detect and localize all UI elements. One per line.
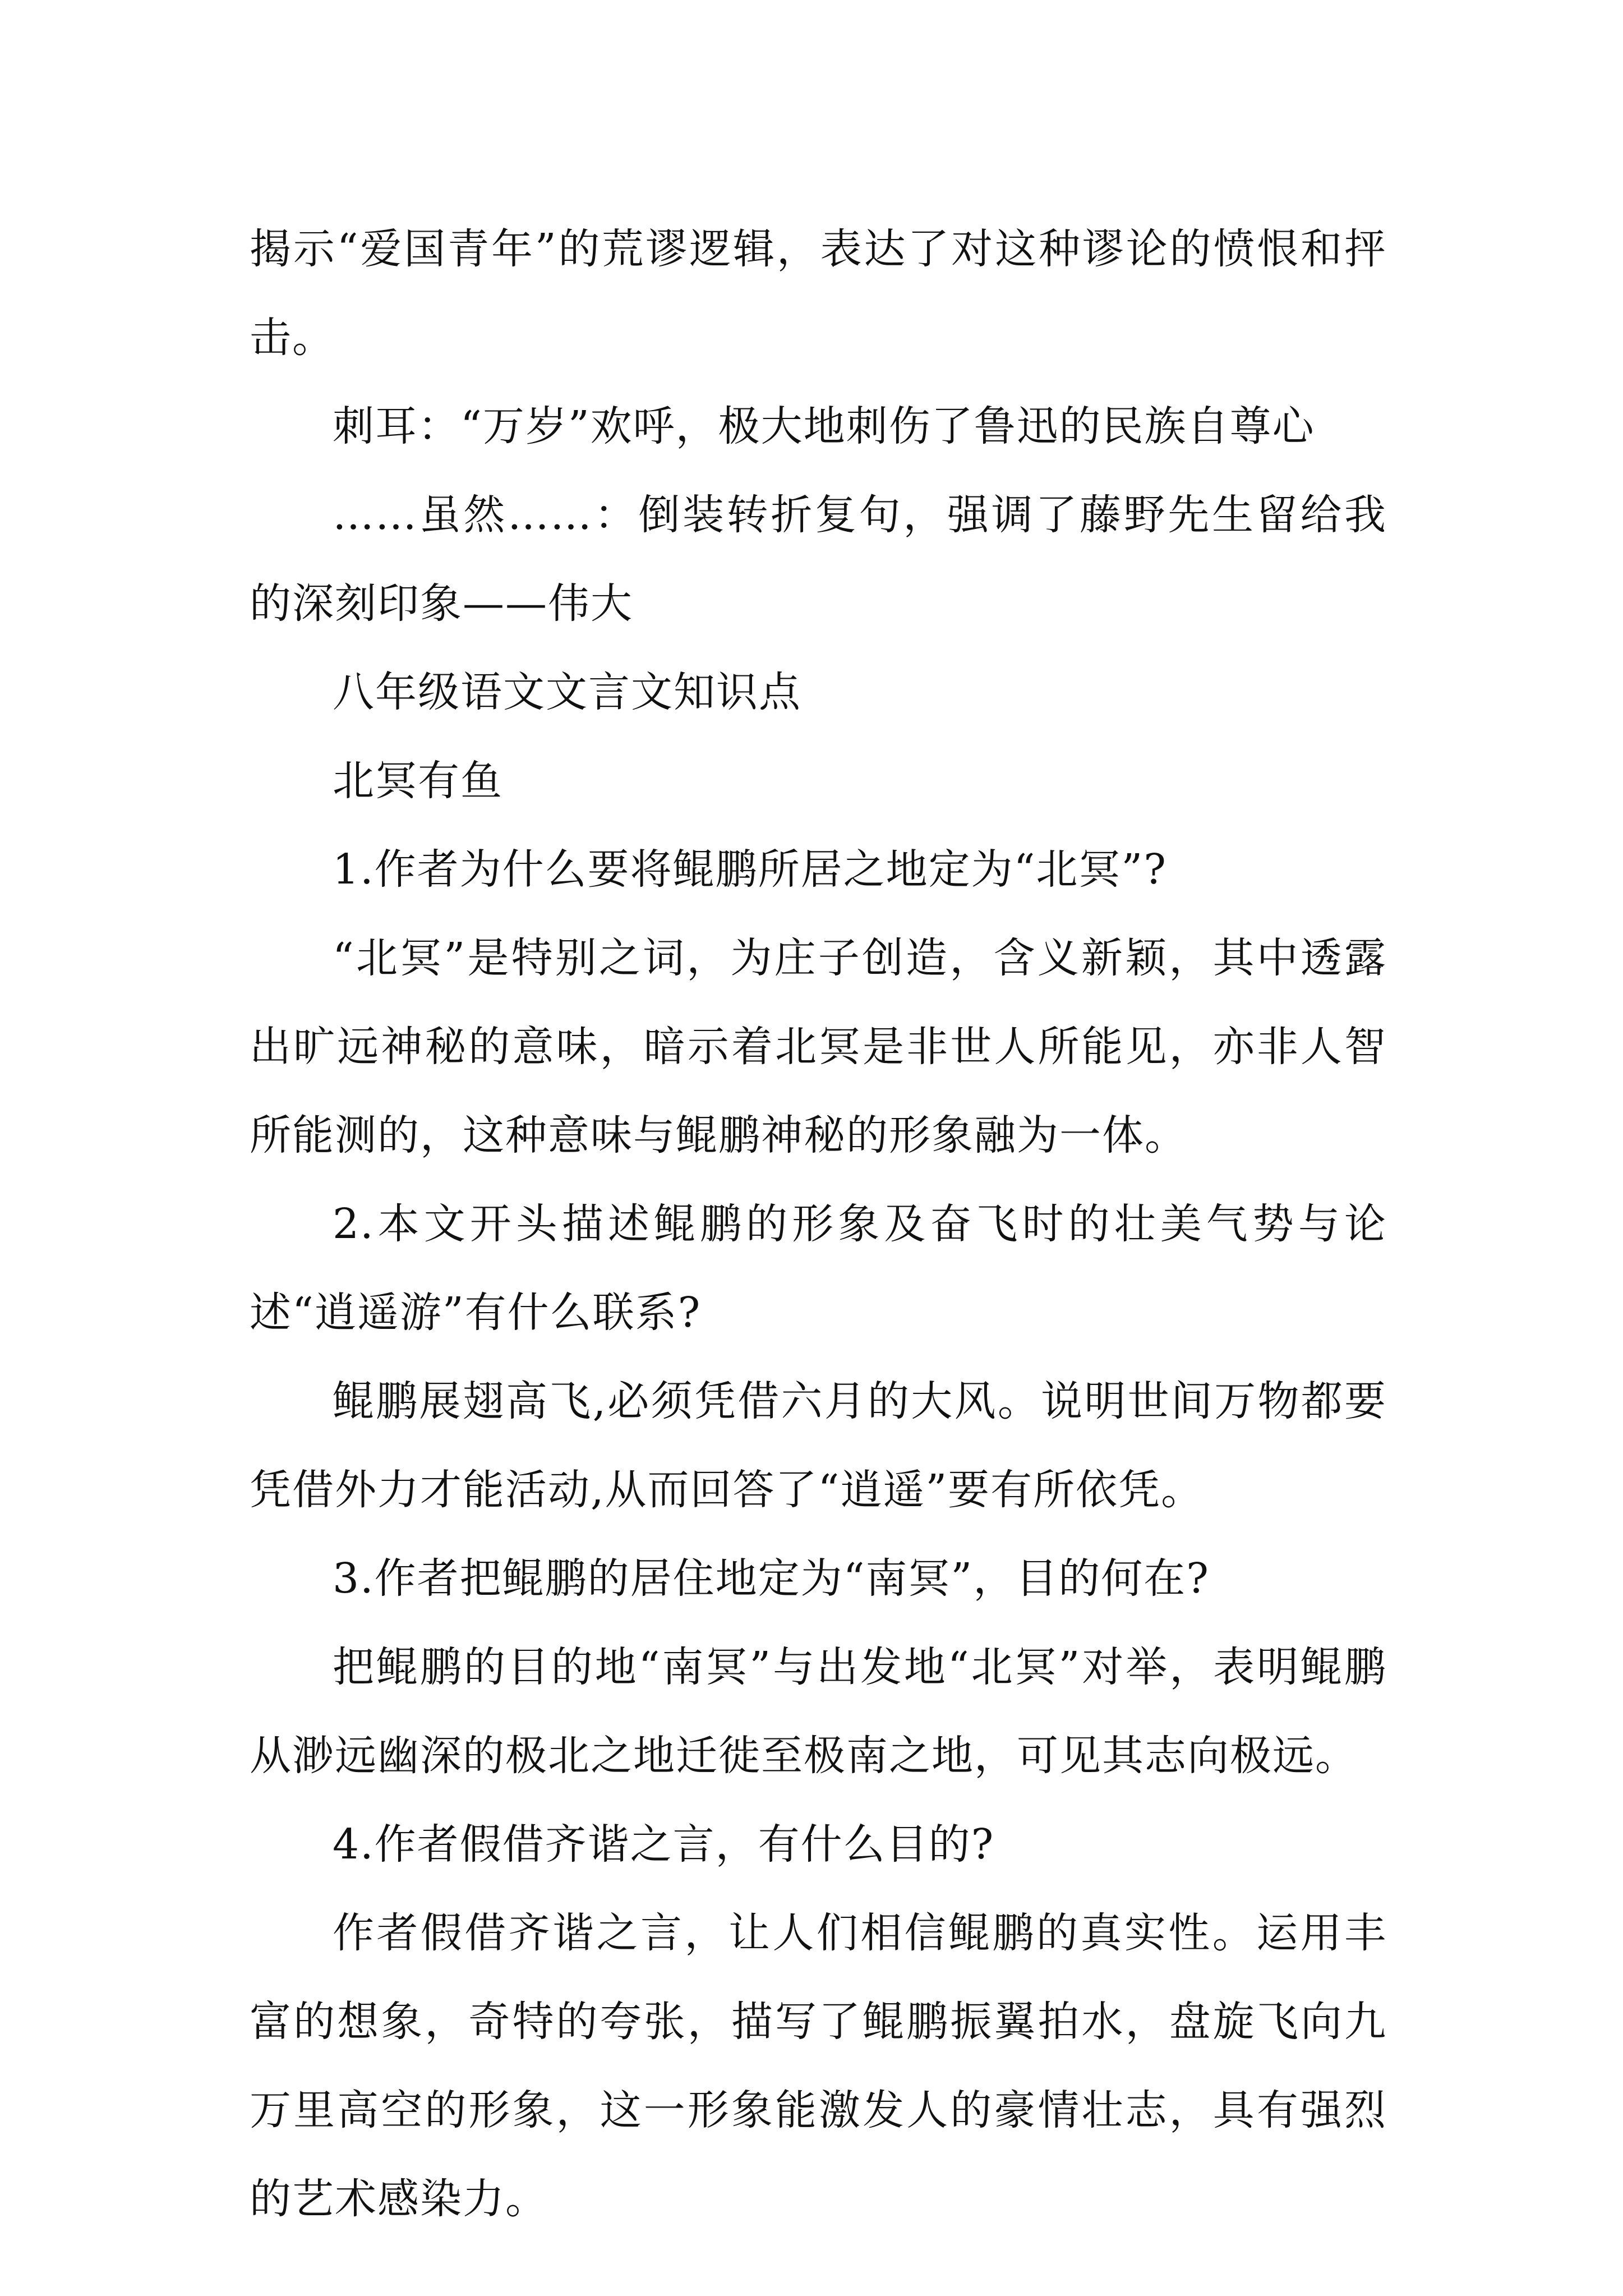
paragraph-cier: 刺耳：“万岁”欢呼，极大地刺伤了鲁迅的民族自尊心 [333, 402, 1315, 450]
question-3: 3.作者把鲲鹏的居住地定为“南冥”，目的何在? [333, 1554, 1210, 1603]
question-1: 1.作者为什么要将鲲鹏所居之地定为“北冥”? [333, 845, 1167, 894]
section-heading: 八年级语文文言文知识点 [333, 668, 801, 716]
answer-4: 作者假借齐谐之言，让人们相信鲲鹏的真实性。运用丰富的想象，奇特的夸张，描写了鲲鹏振翼拍水，盘旋飞向九万里高空的形象，这一形象能激发人的豪情壮志，具有强烈的艺术感染力。 [250, 1909, 1387, 2223]
answer-3: 把鲲鹏的目的地“南冥”与出发地“北冥”对举，表明鲲鹏从渺远幽深的极北之地迁徙至极南之地，可见其志向极远。 [250, 1643, 1387, 1780]
paragraph-continuation: 揭示“爱国青年”的荒谬逻辑，表达了对这种谬论的愤恨和抨击。 [250, 225, 1387, 362]
document-page [250, 205, 1387, 2243]
answer-2: 鲲鹏展翅高飞,必须凭借六月的大风。说明世间万物都要凭借外力才能活动,从而回答了“逍遥”要有所依凭。 [250, 1377, 1387, 1514]
question-4: 4.作者假借齐谐之言，有什么目的? [333, 1820, 995, 1869]
lesson-title: 北冥有鱼 [333, 757, 503, 805]
answer-1: “北冥”是特别之词，为庄子创造，含义新颖，其中透露出旷远神秘的意味，暗示着北冥是非世人所能见，亦非人智所能测的，这种意味与鲲鹏神秘的形象融为一体。 [250, 934, 1387, 1159]
question-2: 2.本文开头描述鲲鹏的形象及奋飞时的壮美气势与论述“逍遥游”有什么联系? [250, 1200, 1387, 1337]
paragraph-suiran: ……虽然……：倒装转折复句，强调了藤野先生留给我的深刻印象——伟大 [250, 491, 1387, 628]
